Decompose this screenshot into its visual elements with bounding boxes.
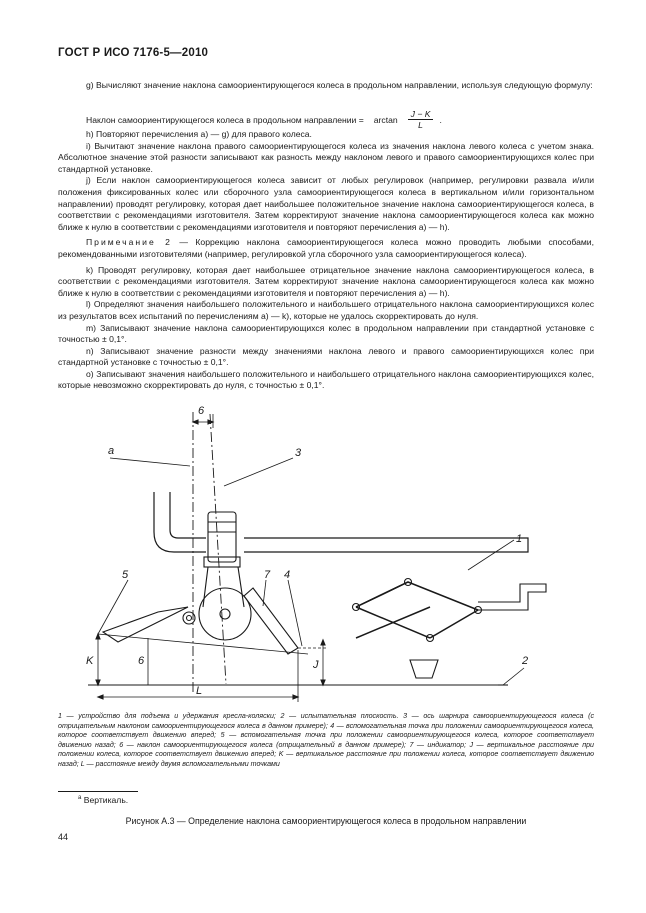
note-text: — Коррекцию наклона самоориентирующегося колеса можно проводить любыми способами, рекомендованными изготовителями (например, регулировкой угла сборочного узла самоориентирующегося колеса).	[58, 237, 594, 259]
label-j: J	[313, 659, 319, 671]
figure-legend: 1 — устройство для подъема и удержания кресла-коляски; 2 — испытательная плоскость. 3 — ось шарнира самоориентирующегося колеса (с отрицательным наклоном самоориентирующегося колеса в данном примере); 4 — вспомогательная точка при положении самоориентирующегося колеса, которое соответствует движению вперед; 5 — вспомогательная точка при положении самоориентирующегося колеса, которое соответствует движению назад; 6 — наклон самоориентирующегося колеса (отрицательный в данном примере); 7 — индикатор; J — вертикальное расстояние при положении колеса, которое соответствует движению вперед; K — вертикальное расстояние при положении колеса, которое соответствует движению назад; L — расстояние между двумя вспомогательными точками	[58, 712, 594, 768]
label-a: a	[108, 445, 115, 457]
paragraph-l: l) Определяют значения наибольшего положительного и наибольшего отрицательного наклона самоориентирующихся колес из результатов всех испытаний по перечислениям a) — k), которые не удалось скорректировать до нуля.	[58, 299, 594, 321]
paragraph-i: i) Вычитают значение наклона правого самоориентирующегося колеса из значения наклона левого колеса с учетом знака. Абсолютное значение этой разности записывают как разность между наклоном левого и правого самоориентирующихся колес при стандартной установке.	[58, 140, 594, 174]
label-7: 7	[264, 569, 271, 581]
label-4: 4	[284, 569, 291, 581]
label-l: L	[196, 685, 203, 697]
caster-wheel	[199, 588, 251, 640]
label-5: 5	[122, 569, 129, 581]
note-label: Примечание 2	[86, 237, 172, 248]
formula-label: Наклон самоориентирующегося колеса в продольном направлении =	[86, 114, 364, 125]
footnote-text: Вертикаль.	[83, 795, 129, 805]
label-3: 3	[295, 447, 302, 459]
formula-numerator: J − K	[408, 109, 434, 120]
formula-denominator: L	[418, 120, 423, 130]
formula-fraction	[408, 109, 434, 130]
footnote-rule	[58, 791, 138, 792]
figure-a3-drawing	[58, 392, 594, 710]
footnote-mark: a	[78, 795, 82, 802]
indicator-bar	[244, 588, 298, 654]
footnote	[78, 795, 128, 805]
document-header: ГОСТ Р ИСО 7176-5—2010	[58, 47, 209, 59]
formula-end: .	[439, 114, 442, 125]
jack-base	[410, 660, 438, 678]
paragraph-g: g) Вычисляют значение наклона самоориентирующегося колеса в продольном направлении, используя следующую формулу:	[86, 80, 593, 90]
figure-caption: Рисунок A.3 — Определение наклона самоориентирующегося колеса в продольном направлении	[125, 816, 527, 826]
page-number: 44	[58, 832, 69, 842]
label-1: 1	[516, 533, 523, 545]
paragraphs-h-to-o	[58, 129, 594, 392]
paragraph-o: o) Записывают значения наибольшего положительного и наибольшего отрицательного наклона самоориентирующихся колес, которые невозможно скорректировать до нуля, с точностью ± 0,1°.	[58, 368, 594, 391]
formula	[86, 109, 442, 130]
paragraph-h: h) Повторяют перечисления a) — g) для правого колеса.	[86, 129, 312, 139]
paragraph-g-block	[58, 80, 594, 92]
paragraph-k: k) Проводят регулировку, которая дает наибольшее отрицательное значение наклона самоориентирующегося колеса, в соответствии с рекомендациями изготовителя. Затем корректируют значение наклона самоориентирующегося колеса как можно ближе к нулю в соответствии с рекомендациями изготовителя и повторяют перечисления a) — h).	[58, 264, 594, 298]
paragraph-m: m) Записывают значение наклона самоориентирующихся колес в продольном направлении при стандартной установке с точностью ± 0,1°.	[58, 322, 594, 345]
formula-func: arctan	[373, 114, 398, 125]
label-6-side: 6	[138, 655, 145, 667]
label-6-top: 6	[198, 405, 205, 417]
rear-reference-block	[103, 607, 188, 642]
caster-housing	[208, 512, 236, 562]
paragraph-j: j) Если наклон самоориентирующегося колеса зависит от любых регулировок (например, регулировки развала и/или положения фиксированных колес или сборочного узла самоориентирующегося колеса в вертикальном и/или горизонтальном направлении) проводят регулировку, которая дает наибольшее положительное значение наклона самоориентирующегося колеса, в соответствии с рекомендациями изготовителя. Затем корректируют значение наклона самоориентирующегося колеса как можно ближе к нулю в соответствии с рекомендациями изготовителя и повторяют перечисления a) — h).	[58, 175, 594, 232]
label-k: K	[86, 655, 94, 667]
note-2	[58, 237, 594, 260]
label-2: 2	[522, 655, 529, 667]
pivot-axis-line	[210, 414, 226, 684]
paragraph-n: n) Записывают значение разности между значениями наклона левого и правого самоориентирующихся колес при стандартной установке с точностью ± 0,1°.	[58, 345, 594, 368]
